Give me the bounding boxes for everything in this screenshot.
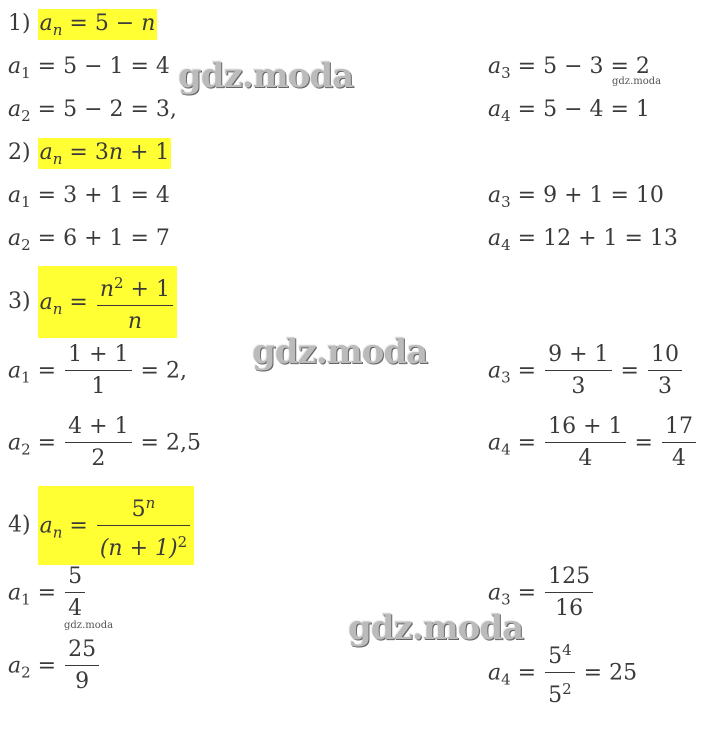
problem-3-a3: $a_3$ = $\frac{9 + 1}{3}$ = $\frac{10}{3}$ xyxy=(488,340,684,403)
problem-3-formula: $a_n$ = $\frac{n^2 + 1}{n}$ xyxy=(38,266,177,338)
watermark-small: gdz.moda xyxy=(64,620,114,631)
problem-4-a2: $a_2$ = $\frac{25}{9}$ xyxy=(8,635,101,698)
problem-3-a4: $a_4$ = $\frac{16 + 1}{4}$ = $\frac{17}{4}$ xyxy=(488,412,698,475)
problem-3-a2: $a_2$ = $\frac{4 + 1}{2}$ = 2,5 xyxy=(8,414,201,471)
problem-3-a1: $a_1$ = $\frac{1 + 1}{1}$ = 2, xyxy=(8,342,187,399)
problem-2-a4: $a_4 = 12 + 1 = 13$ xyxy=(488,226,678,254)
problem-4-header xyxy=(8,486,194,565)
problem-4-a1: $a_1$ = $\frac{5}{4}$ xyxy=(8,562,87,625)
problem-3-fraction: $\frac{n^2 + 1}{n}$ xyxy=(97,268,173,338)
problem-2-a3: $a_3 = 9 + 1 = 10$ xyxy=(488,183,664,211)
problem-1-a2: $a_2 = 5 - 2 = 3$, xyxy=(8,97,177,125)
watermark-small: gdz.moda xyxy=(612,76,662,87)
problem-4-label: 4) xyxy=(8,512,31,538)
problem-1-a1: $a_1 = 5 - 1 = 4$ xyxy=(8,54,170,82)
problem-1-formula: $a_n = 5 - n$ xyxy=(39,11,156,39)
problem-2-header xyxy=(8,139,171,173)
problem-4-formula: $a_n$ = $\frac{5^n}{(n + 1)^2}$ xyxy=(38,486,195,565)
watermark: gdz.moda xyxy=(178,56,354,96)
watermark: gdz.moda xyxy=(348,608,524,648)
problem-3-label: 3) xyxy=(8,289,31,314)
problem-1-a3: $a_3 = 5 - 3 = 2$ xyxy=(488,54,650,82)
problem-1-header xyxy=(8,10,157,44)
problem-2-a2: $a_2 = 6 + 1 = 7$ xyxy=(8,226,170,254)
problem-4-a3: $a_3$ = $\frac{125}{16}$ xyxy=(488,562,595,625)
problem-2-formula: $a_n = 3n + 1$ xyxy=(39,140,170,168)
problem-2-label: 2) xyxy=(8,140,31,165)
problem-1-label: 1) xyxy=(8,11,31,36)
problem-4-fraction: $\frac{5^n}{(n + 1)^2}$ xyxy=(97,488,190,565)
problem-4-a4: $a_4$ = $\frac{5^4}{5^2}$ = 25 xyxy=(488,635,637,712)
problem-3-header xyxy=(8,266,177,338)
watermark: gdz.moda xyxy=(252,332,428,372)
problem-1-a4: $a_4 = 5 - 4 = 1$ xyxy=(488,97,650,125)
problem-2-a1: $a_1 = 3 + 1 = 4$ xyxy=(8,183,170,211)
